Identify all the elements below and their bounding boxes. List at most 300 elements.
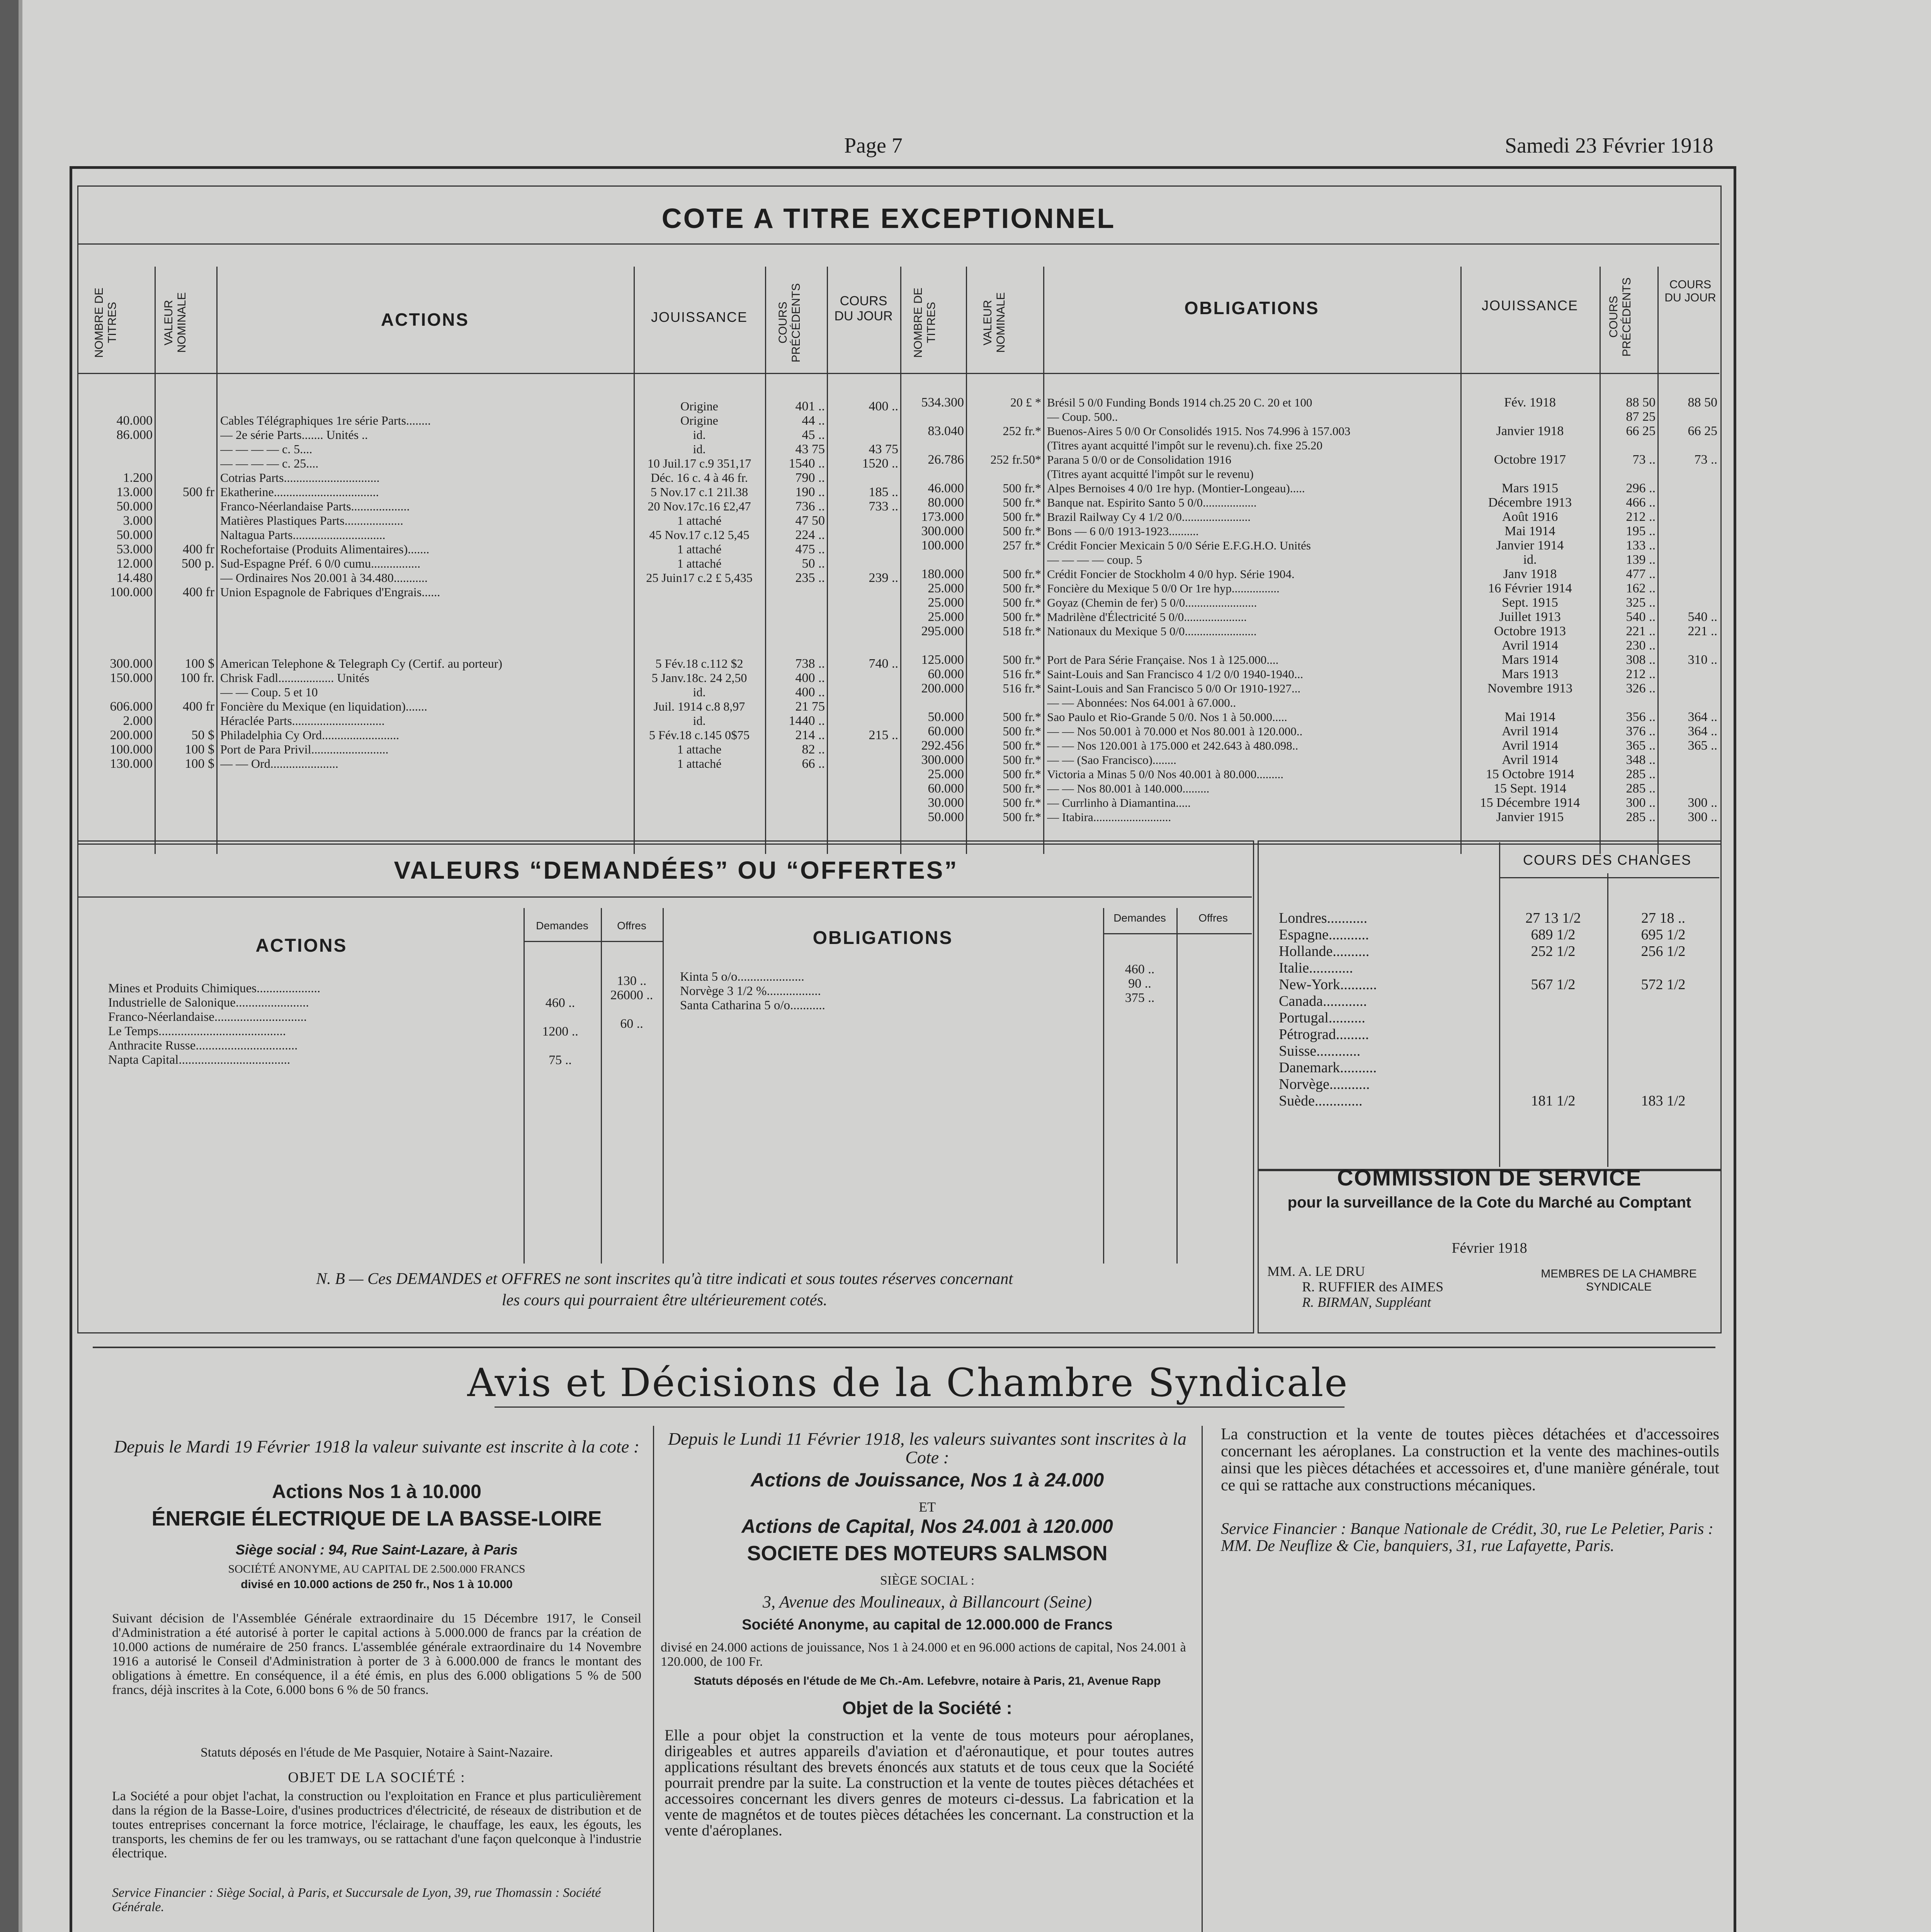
cell: Avril 1914 <box>1502 753 1558 767</box>
cell: Juil. 1914 c.8 8,97 <box>653 699 745 713</box>
cell: 308 .. <box>1626 653 1656 667</box>
cell: Italie............ <box>1279 960 1353 976</box>
cell: 50.000 <box>928 710 964 724</box>
cell <box>968 553 1041 567</box>
cell: 516 fr.* <box>1003 681 1041 695</box>
col-rule <box>966 267 967 854</box>
cell: 252 fr.* <box>1003 424 1041 438</box>
cell <box>1659 553 1717 567</box>
cell: 285 .. <box>1626 810 1656 824</box>
cell: 30.000 <box>928 796 964 810</box>
cell: Buenos-Aires 5 0/0 Or Consolidés 1915. Nos 74.996 à 157.003 <box>1047 424 1351 438</box>
cell: 364 .. <box>1688 724 1717 738</box>
cell: Sud-Espagne Préf. 6 0/0 cumu................ <box>220 556 421 570</box>
demandees-rule <box>77 896 1252 898</box>
c3-body: La construction et la vente de toutes pièces détachées et d'accessoires concernant les aéroplanes. La construction et la vente des machines-outils ainsi que les pièces détachées et accessoires et, d'une manière générale, tout ce qui se rattache aux constructions mécaniques. <box>1221 1425 1719 1494</box>
cell: 1540 .. <box>789 456 825 471</box>
cell: Origine <box>680 413 718 427</box>
cell: 100 $ <box>185 742 214 757</box>
cell: 500 fr.* <box>1003 495 1041 509</box>
cell <box>156 514 214 528</box>
head-obl-valeur: VALEUR NOMINALE <box>981 292 1007 353</box>
cell: 475 .. <box>795 542 825 556</box>
c1-siege: Siège social : 94, Rue Saint-Lazare, à Paris <box>235 1542 518 1558</box>
cell: 214 .. <box>795 728 825 742</box>
obl-cours-prec-col <box>1601 395 1656 824</box>
cell: Héraclée Parts.............................. <box>220 714 385 728</box>
cell: 5 Fév.18 c.112 $2 <box>655 656 743 670</box>
c2-company: SOCIETE DES MOTEURS SALMSON <box>747 1542 1108 1565</box>
cell: Danemark.......... <box>1279 1060 1377 1076</box>
cell: 50.000 <box>928 810 964 824</box>
cell: 73 .. <box>1632 452 1656 467</box>
demandees-title: VALEURS “DEMANDÉES” OU “OFFERTES” <box>394 856 959 884</box>
dem-head-rule-2 <box>1103 933 1252 934</box>
head-cours-jour: COURS DU JOUR <box>834 294 893 323</box>
commission-month: Février 1918 <box>1452 1240 1527 1256</box>
cell: 572 1/2 <box>1641 976 1686 993</box>
c2-siege: 3, Avenue des Moulineaux, à Billancourt (Seine) <box>762 1592 1092 1611</box>
cell <box>1659 495 1717 510</box>
cell <box>829 671 898 685</box>
cell: Norvège 3 1/2 %................. <box>680 984 821 998</box>
cell: 466 .. <box>1626 495 1656 510</box>
cell: 300 .. <box>1688 810 1717 824</box>
cell <box>1659 681 1717 696</box>
cell: 401 .. <box>795 399 825 413</box>
head-obl-nombre: NOMBRE DE TITRES <box>912 287 938 358</box>
cell: 2.000 <box>123 714 153 728</box>
cell: 500 fr.* <box>1003 595 1041 609</box>
cell: 296 .. <box>1626 481 1656 495</box>
obl-cours-jour-col <box>1659 395 1717 824</box>
cell: Brazil Railway Cy 4 1/2 0/0....................... <box>1047 510 1251 524</box>
cell: 477 .. <box>1626 567 1656 581</box>
cell: 252 1/2 <box>1531 943 1576 959</box>
cell: 567 1/2 <box>1531 976 1576 993</box>
cell <box>968 410 1041 424</box>
c2-sa: Société Anonyme, au capital de 12.000.000 de Francs <box>742 1617 1113 1633</box>
cell: 733 .. <box>869 499 898 514</box>
cell: 326 .. <box>1626 681 1656 696</box>
cell: — — — — coup. 5 <box>1047 553 1142 566</box>
dem-head-demandes: Demandes <box>536 920 588 932</box>
cell: Janv 1918 <box>1503 567 1557 581</box>
cell <box>1659 667 1717 681</box>
cell <box>1659 481 1717 495</box>
obl-names-col <box>1047 395 1458 824</box>
dem-head-offres-2: Offres <box>1198 912 1228 924</box>
changes-currency-col <box>1279 910 1495 1109</box>
cell: 12.000 <box>116 556 153 571</box>
cell <box>1659 410 1717 424</box>
dem-actions-head: ACTIONS <box>255 935 347 956</box>
cell <box>902 467 964 481</box>
cell <box>525 981 595 996</box>
cell: 740 .. <box>869 656 898 671</box>
cell <box>829 628 898 642</box>
cell: 45 .. <box>802 428 825 442</box>
cell <box>156 471 214 485</box>
cell: Avril 1914 <box>1502 724 1558 738</box>
cell: 27 18 .. <box>1641 910 1685 926</box>
cell <box>1462 438 1598 452</box>
head-jouissance: JOUISSANCE <box>651 309 748 325</box>
cell: 292.456 <box>921 738 964 753</box>
cell: 5 Nov.17 c.1 21l.38 <box>650 485 748 499</box>
cell: Mars 1914 <box>1501 653 1559 667</box>
cell: Parana 5 0/0 or de Consolidation 1916 <box>1047 453 1231 466</box>
cell: 53.000 <box>116 542 153 556</box>
cell: 185 .. <box>869 485 898 499</box>
cell: 66 .. <box>802 757 825 771</box>
cell <box>829 514 898 528</box>
cell: — Coup. 500.. <box>1047 410 1118 423</box>
head-obl-cours-jour: COURS DU JOUR <box>1664 278 1716 304</box>
cote-title: COTE A TITRE EXCEPTIONNEL <box>661 203 1116 234</box>
cell: 50 .. <box>802 556 825 571</box>
cote-header-rule <box>77 373 1719 374</box>
cell: 50.000 <box>116 528 153 542</box>
cell: 738 .. <box>795 656 825 671</box>
cell: Espagne........... <box>1279 927 1369 943</box>
cell: 15 Sept. 1914 <box>1494 781 1566 796</box>
cell: 100.000 <box>110 742 153 757</box>
cell <box>525 1039 595 1053</box>
cell: 83.040 <box>928 424 964 438</box>
cell: 180.000 <box>921 567 964 581</box>
cell: Cotrias Parts............................... <box>220 471 380 485</box>
cell: 43 75 <box>795 442 825 456</box>
cell: 43 75 <box>869 442 898 456</box>
cell: Londres........... <box>1279 910 1368 926</box>
cell: — — — — c. 5.... <box>220 442 313 456</box>
cell <box>156 456 214 471</box>
cell: 500 fr.* <box>1003 810 1041 824</box>
cell: — Currlinho à Diamantina..... <box>1047 796 1191 810</box>
cell: 88 50 <box>1626 395 1656 410</box>
cell <box>968 638 1041 653</box>
cell: Madrilène d'Électricité 5 0/0..................... <box>1047 610 1247 624</box>
cell: Avril 1914 <box>1502 738 1558 753</box>
cell: 1 attaché <box>677 514 722 527</box>
cell: 60 .. <box>620 1017 643 1031</box>
cell <box>1503 1010 1603 1026</box>
cell <box>525 1010 595 1024</box>
cell: Sao Paulo et Rio-Grande 5 0/0. Nos 1 à 50.000..... <box>1047 710 1287 724</box>
cell <box>1659 567 1717 581</box>
changes-rule <box>1607 873 1608 1167</box>
cell <box>156 599 214 614</box>
cell: Mai 1914 <box>1504 524 1555 538</box>
obl-nombre-col <box>902 395 964 824</box>
cell: 257 fr.* <box>1003 538 1041 552</box>
cell: Port de Para Série Française. Nos 1 à 125.000.... <box>1047 653 1279 667</box>
cell <box>1462 410 1598 424</box>
cell <box>636 642 763 656</box>
avis-title: Avis et Décisions de la Chambre Syndicale <box>467 1360 1349 1405</box>
cell <box>1047 638 1458 653</box>
cell: 125.000 <box>921 653 964 667</box>
cours-jour-col <box>829 399 898 771</box>
cell: 235 .. <box>795 571 825 585</box>
col-rule <box>1460 267 1462 854</box>
c2-objet: Objet de la Société : <box>842 1698 1012 1718</box>
cell: 295.000 <box>921 624 964 638</box>
cell: 40.000 <box>116 413 153 428</box>
cell: Janvier 1915 <box>1496 810 1564 824</box>
head-obligations: OBLIGATIONS <box>1184 298 1319 318</box>
cell: 150.000 <box>110 671 153 685</box>
cell: 500 fr.* <box>1003 724 1041 738</box>
cell <box>1659 438 1717 452</box>
cell: Décembre 1913 <box>1488 495 1572 510</box>
dem-note-2: les cours qui pourraient être ultérieurement cotés. <box>501 1291 828 1309</box>
cell: 25.000 <box>928 595 964 610</box>
head-obl-cours-prec: COURS PRÉCÉDENTS <box>1607 277 1633 357</box>
c2-siege-head: SIÈGE SOCIAL : <box>880 1573 975 1588</box>
cell <box>79 685 153 699</box>
cell: Santa Catharina 5 o/o........... <box>680 998 825 1012</box>
cell: 400 .. <box>795 671 825 685</box>
cell: 310 .. <box>1688 653 1717 667</box>
cell <box>968 696 1041 710</box>
cell: 534.300 <box>921 395 964 410</box>
cell <box>902 638 964 653</box>
cell <box>829 614 898 628</box>
cell: Anthracite Russe................................ <box>108 1039 298 1053</box>
cell: Crédit Foncier de Stockholm 4 0/0 hyp. Série 1904. <box>1047 567 1295 581</box>
head-valeur: VALEUR NOMINALE <box>162 292 188 353</box>
cell <box>1601 467 1656 481</box>
cell: 500 fr.* <box>1003 581 1041 595</box>
cell: 500 fr.* <box>1003 567 1041 581</box>
c2-div: divisé en 24.000 actions de jouissance, Nos 1 à 24.000 et en 96.000 actions de capital, Nos 24.001 à 120.000, de 100 Fr. <box>661 1640 1186 1669</box>
cell: Napta Capital................................... <box>108 1053 291 1067</box>
cell: (Titres ayant acquitté l'impôt sur le revenu) <box>1047 467 1254 481</box>
changes-title: COURS DES CHANGES <box>1523 852 1692 868</box>
cell: 130.000 <box>110 757 153 771</box>
c2-statuts: Statuts déposés en l'étude de Me Ch.-Am. Lefebvre, notaire à Paris, 21, Avenue Rapp <box>694 1675 1161 1687</box>
c2-intro: Depuis le Lundi 11 Février 1918, les valeurs suivantes sont inscrites à la Cote : <box>668 1429 1186 1467</box>
cell: id. <box>693 685 706 699</box>
cell: — — Coup. 5 et 10 <box>220 685 318 699</box>
cell: Naltagua Parts.............................. <box>220 528 386 542</box>
cell: Brésil 5 0/0 Funding Bonds 1914 ch.25 20 C. 20 et 100 <box>1047 396 1312 409</box>
cell: 90 .. <box>1128 976 1151 991</box>
cell: Sept. 1915 <box>1502 595 1558 610</box>
cell <box>1503 1026 1603 1043</box>
cell <box>1611 1010 1715 1026</box>
cell: Fév. 1918 <box>1504 395 1556 410</box>
cell <box>1611 993 1715 1010</box>
dem-head-offres: Offres <box>617 920 646 932</box>
cell <box>1503 993 1603 1010</box>
cell: Kinta 5 o/o..................... <box>680 970 804 984</box>
cell <box>156 428 214 442</box>
cell <box>1659 467 1717 481</box>
cell: 364 .. <box>1688 710 1717 724</box>
cell: Norvège........... <box>1279 1076 1370 1092</box>
cell: 80.000 <box>928 495 964 510</box>
changes-rule <box>1499 842 1500 1167</box>
cell: 376 .. <box>1626 724 1656 738</box>
cell: 66 25 <box>1688 424 1717 438</box>
cell: 73 .. <box>1694 452 1717 467</box>
col-rule <box>900 267 901 854</box>
cell: Origine <box>680 399 718 413</box>
cell: Nationaux du Mexique 5 0/0........................ <box>1047 624 1257 638</box>
cell: 300.000 <box>921 753 964 767</box>
col-rule <box>1043 267 1044 854</box>
cell <box>829 699 898 714</box>
cell: Franco-Néerlandaise Parts................... <box>220 499 410 513</box>
col-rule <box>155 267 156 854</box>
cell: Avril 1914 <box>1502 638 1558 653</box>
cell: Le Temps........................................ <box>108 1024 286 1038</box>
cell <box>1659 638 1717 653</box>
cell: — 2e série Parts....... Unités .. <box>220 428 368 442</box>
cell: 375 .. <box>1125 991 1155 1005</box>
cell: 20 Nov.17c.16 £2,47 <box>648 499 751 513</box>
cell <box>156 642 214 656</box>
cell: id. <box>693 714 706 728</box>
cell: 500 fr.* <box>1003 610 1041 624</box>
cell <box>1611 1076 1715 1093</box>
cours-prec-col <box>767 399 825 771</box>
cell: 200.000 <box>921 681 964 696</box>
cell: Suisse............ <box>1279 1043 1361 1059</box>
cell: 689 1/2 <box>1531 927 1576 943</box>
cell <box>1611 960 1715 976</box>
cell: 325 .. <box>1626 595 1656 610</box>
cell <box>1462 467 1598 481</box>
cell: 460 .. <box>1125 962 1155 976</box>
c2-a1: Actions de Jouissance, Nos 1 à 24.000 <box>750 1469 1104 1491</box>
cell: 66 25 <box>1626 424 1656 438</box>
cell: 500 p. <box>182 556 214 571</box>
cell: Alpes Bernoises 4 0/0 1re hyp. (Montier-Longeau)..... <box>1047 481 1305 495</box>
cell: 348 .. <box>1626 753 1656 767</box>
cell: 25.000 <box>928 610 964 624</box>
cell: American Telephone & Telegraph Cy (Certif. au porteur) <box>220 656 503 670</box>
avis-rule <box>653 1426 654 1932</box>
cell: 252 fr.50* <box>990 452 1041 466</box>
cell <box>767 642 825 656</box>
dem-note-1: N. B — Ces DEMANDES et OFFRES ne sont inscrites qu'à titre indicati et sous toutes réserves concernant <box>316 1270 1013 1288</box>
cell: Franco-Néerlandaise............................. <box>108 1010 307 1024</box>
cell <box>1611 1026 1715 1043</box>
cell: 790 .. <box>795 471 825 485</box>
cell: 500 fr.* <box>1003 738 1041 752</box>
cell <box>636 599 763 614</box>
cell <box>79 442 153 456</box>
cell <box>829 413 898 428</box>
changes-a-col <box>1503 910 1603 1109</box>
cell: 26000 .. <box>610 988 653 1002</box>
commission-role: MEMBRES DE LA CHAMBRE SYNDICALE <box>1541 1267 1697 1293</box>
dem-actions-off <box>603 974 661 1060</box>
cell <box>1601 696 1656 710</box>
commission-subtitle: pour la surveillance de la Cote du Marché au Comptant <box>1287 1194 1691 1211</box>
cell: 221 .. <box>1688 624 1717 638</box>
page-edge <box>19 0 22 1932</box>
cell: 100.000 <box>921 538 964 553</box>
cell: 100 $ <box>185 656 214 671</box>
cell <box>220 628 632 642</box>
cell <box>1659 510 1717 524</box>
cell: 356 .. <box>1626 710 1656 724</box>
cell: Goyaz (Chemin de fer) 5 0/0........................ <box>1047 596 1257 609</box>
commission-member-3: R. BIRMAN, Suppléant <box>1302 1294 1431 1310</box>
cell <box>156 413 214 428</box>
cell: Mars 1915 <box>1501 481 1559 495</box>
cell: Bons — 6 0/0 1913-1923.......... <box>1047 524 1199 538</box>
cell <box>1462 696 1598 710</box>
cell: Août 1916 <box>1502 510 1558 524</box>
cell: Mars 1913 <box>1501 667 1559 681</box>
cell: Janvier 1918 <box>1496 424 1564 438</box>
cell: Industrielle de Salonique....................... <box>108 996 309 1010</box>
cell: 365 .. <box>1688 738 1717 753</box>
cell: 75 .. <box>549 1053 572 1067</box>
cell: 1 attaché <box>677 556 722 570</box>
obl-jouissance-col <box>1462 395 1598 824</box>
cell: Foncière du Mexique 5 0/0 Or 1re hyp................ <box>1047 582 1280 595</box>
cell: Mai 1914 <box>1504 710 1555 724</box>
cell: 46.000 <box>928 481 964 495</box>
head-actions: ACTIONS <box>381 310 469 330</box>
cell: 5 Janv.18c. 24 2,50 <box>651 671 747 685</box>
cell <box>829 585 898 599</box>
book-binding <box>0 0 19 1932</box>
cell <box>1659 767 1717 781</box>
cell: 50 $ <box>191 728 214 742</box>
cell <box>968 467 1041 481</box>
cell: Union Espagnole de Fabriques d'Engrais...... <box>220 585 440 599</box>
cell: — — Nos 50.001 à 70.000 et Nos 80.001 à 120.000.. <box>1047 724 1303 738</box>
cell: 173.000 <box>921 510 964 524</box>
c3-service: Service Financier : Banque Nationale de Crédit, 30, rue Le Peletier, Paris : MM. De Neuflize & Cie, banquiers, 31, rue Lafayette, Paris. <box>1221 1520 1713 1555</box>
cell: 365 .. <box>1626 738 1656 753</box>
c2-et: ET <box>919 1499 936 1515</box>
cell: 15 Octobre 1914 <box>1486 767 1574 781</box>
cell <box>636 614 763 628</box>
cell: Novembre 1913 <box>1487 681 1572 696</box>
dem-head-demandes-2: Demandes <box>1113 912 1166 924</box>
cell: 736 .. <box>795 499 825 514</box>
dem-obligations-head: OBLIGATIONS <box>813 928 953 948</box>
avis-title-underline <box>495 1406 1345 1408</box>
col-rule <box>1657 267 1659 854</box>
cell: Pétrograd......... <box>1279 1026 1369 1043</box>
cell: (Titres ayant acquitté l'impôt sur le revenu).ch. fixe 25.20 <box>1047 439 1322 452</box>
cell <box>220 399 632 413</box>
cell: id. <box>693 428 706 442</box>
cell: Crédit Foncier Mexicain 5 0/0 Série E.F.G.H.O. Unités <box>1047 539 1311 552</box>
cell <box>829 428 898 442</box>
cell: 212 .. <box>1626 510 1656 524</box>
c1-statuts: Statuts déposés en l'étude de Me Pasquier, Notaire à Saint-Nazaire. <box>200 1745 553 1760</box>
cell <box>603 1045 661 1060</box>
cell: 47 50 <box>795 514 825 528</box>
cell <box>1659 524 1717 538</box>
cell: id. <box>1523 553 1537 567</box>
dem-actions-dem <box>525 981 595 1067</box>
cell: 215 .. <box>869 728 898 742</box>
cell <box>1611 1060 1715 1076</box>
commission-member-1: MM. A. LE DRU <box>1267 1264 1365 1279</box>
